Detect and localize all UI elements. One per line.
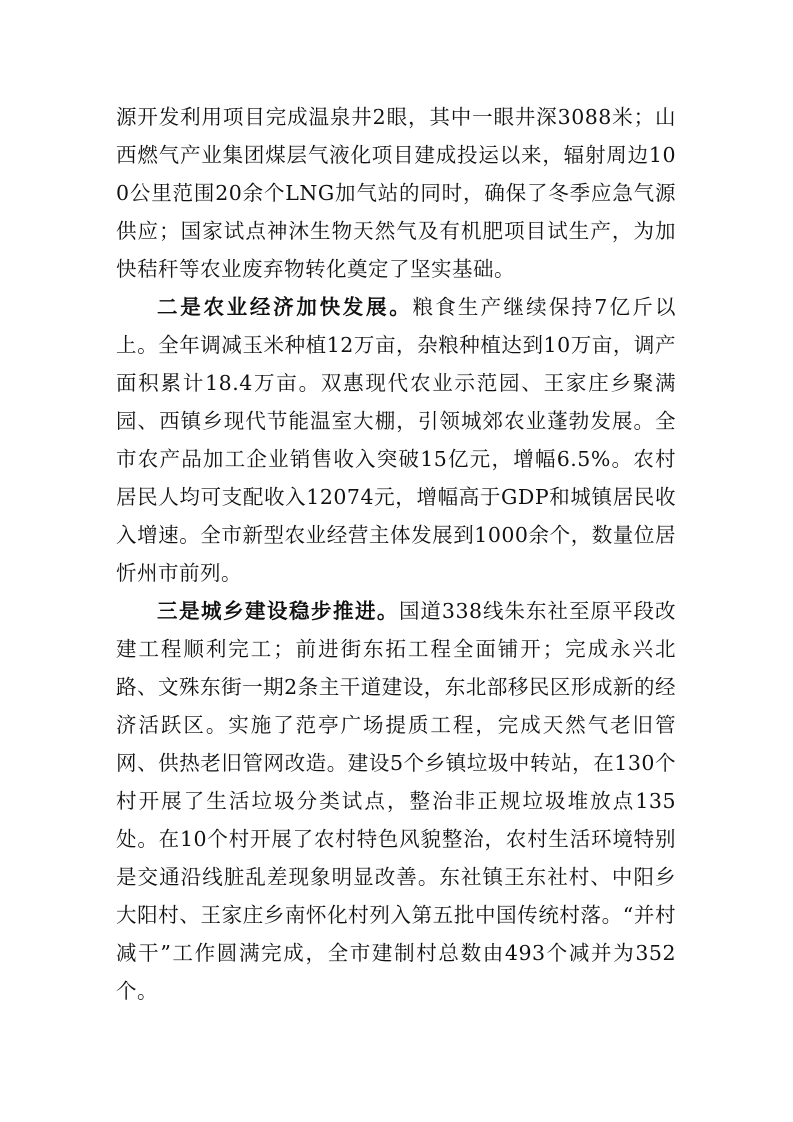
paragraph-energy-projects [116,98,676,288]
paragraph-body: 粮食生产继续保持7亿斤以上。全年调减玉米种植12万亩，杂粮种植达到10万亩，调产面积累计18.4万亩。双惠现代农业示范园、王家庄乡聚满园、西镇乡现代节能温室大棚，引领城郊农业蓬勃发展。全市农产品加工企业销售收入突破15亿元，增幅6.5%。农村居民人均可支配收入12074元，增幅高于GDP和城镇居民收入增速。全市新型农业经营主体发展到1000余个，数量位居忻州市前列。 [116,295,677,585]
paragraph-body: 源开发利用项目完成温泉井2眼，其中一眼井深3088米；山西燃气产业集团煤层气液化项目建成投运以来，辐射周边100公里范围20余个LNG加气站的同时，确保了冬季应急气源供应；国家试点神沐生物天然气及有机肥项目试生产，为加快秸秆等农业废弃物转化奠定了坚实基础。 [116,105,676,281]
paragraph-urban-rural [116,592,676,1010]
document-page [116,98,676,1010]
paragraph-agriculture [116,288,676,592]
section-heading-agriculture: 二是农业经济加快发展。 [157,295,413,319]
paragraph-body: 国道338线朱东社至原平段改建工程顺利完工；前进街东拓工程全面铺开；完成永兴北路、文殊东街一期2条主干道建设，东北部移民区形成新的经济活跃区。实施了范亭广场提质工程，完成天然气老旧管网、供热老旧管网改造。建设5个乡镇垃圾中转站，在130个村开展了生活垃圾分类试点，整治非正规垃圾堆放点135处。在10个村开展了农村特色风貌整治，农村生活环境特别是交通沿线脏乱差现象明显改善。东社镇王东社村、中阳乡大阳村、王家庄乡南怀化村列入第五批中国传统村落。“并村减干”工作圆满完成，全市建制村总数由493个减并为352个。 [116,599,676,1003]
section-heading-urban-rural: 三是城乡建设稳步推进。 [157,599,399,623]
